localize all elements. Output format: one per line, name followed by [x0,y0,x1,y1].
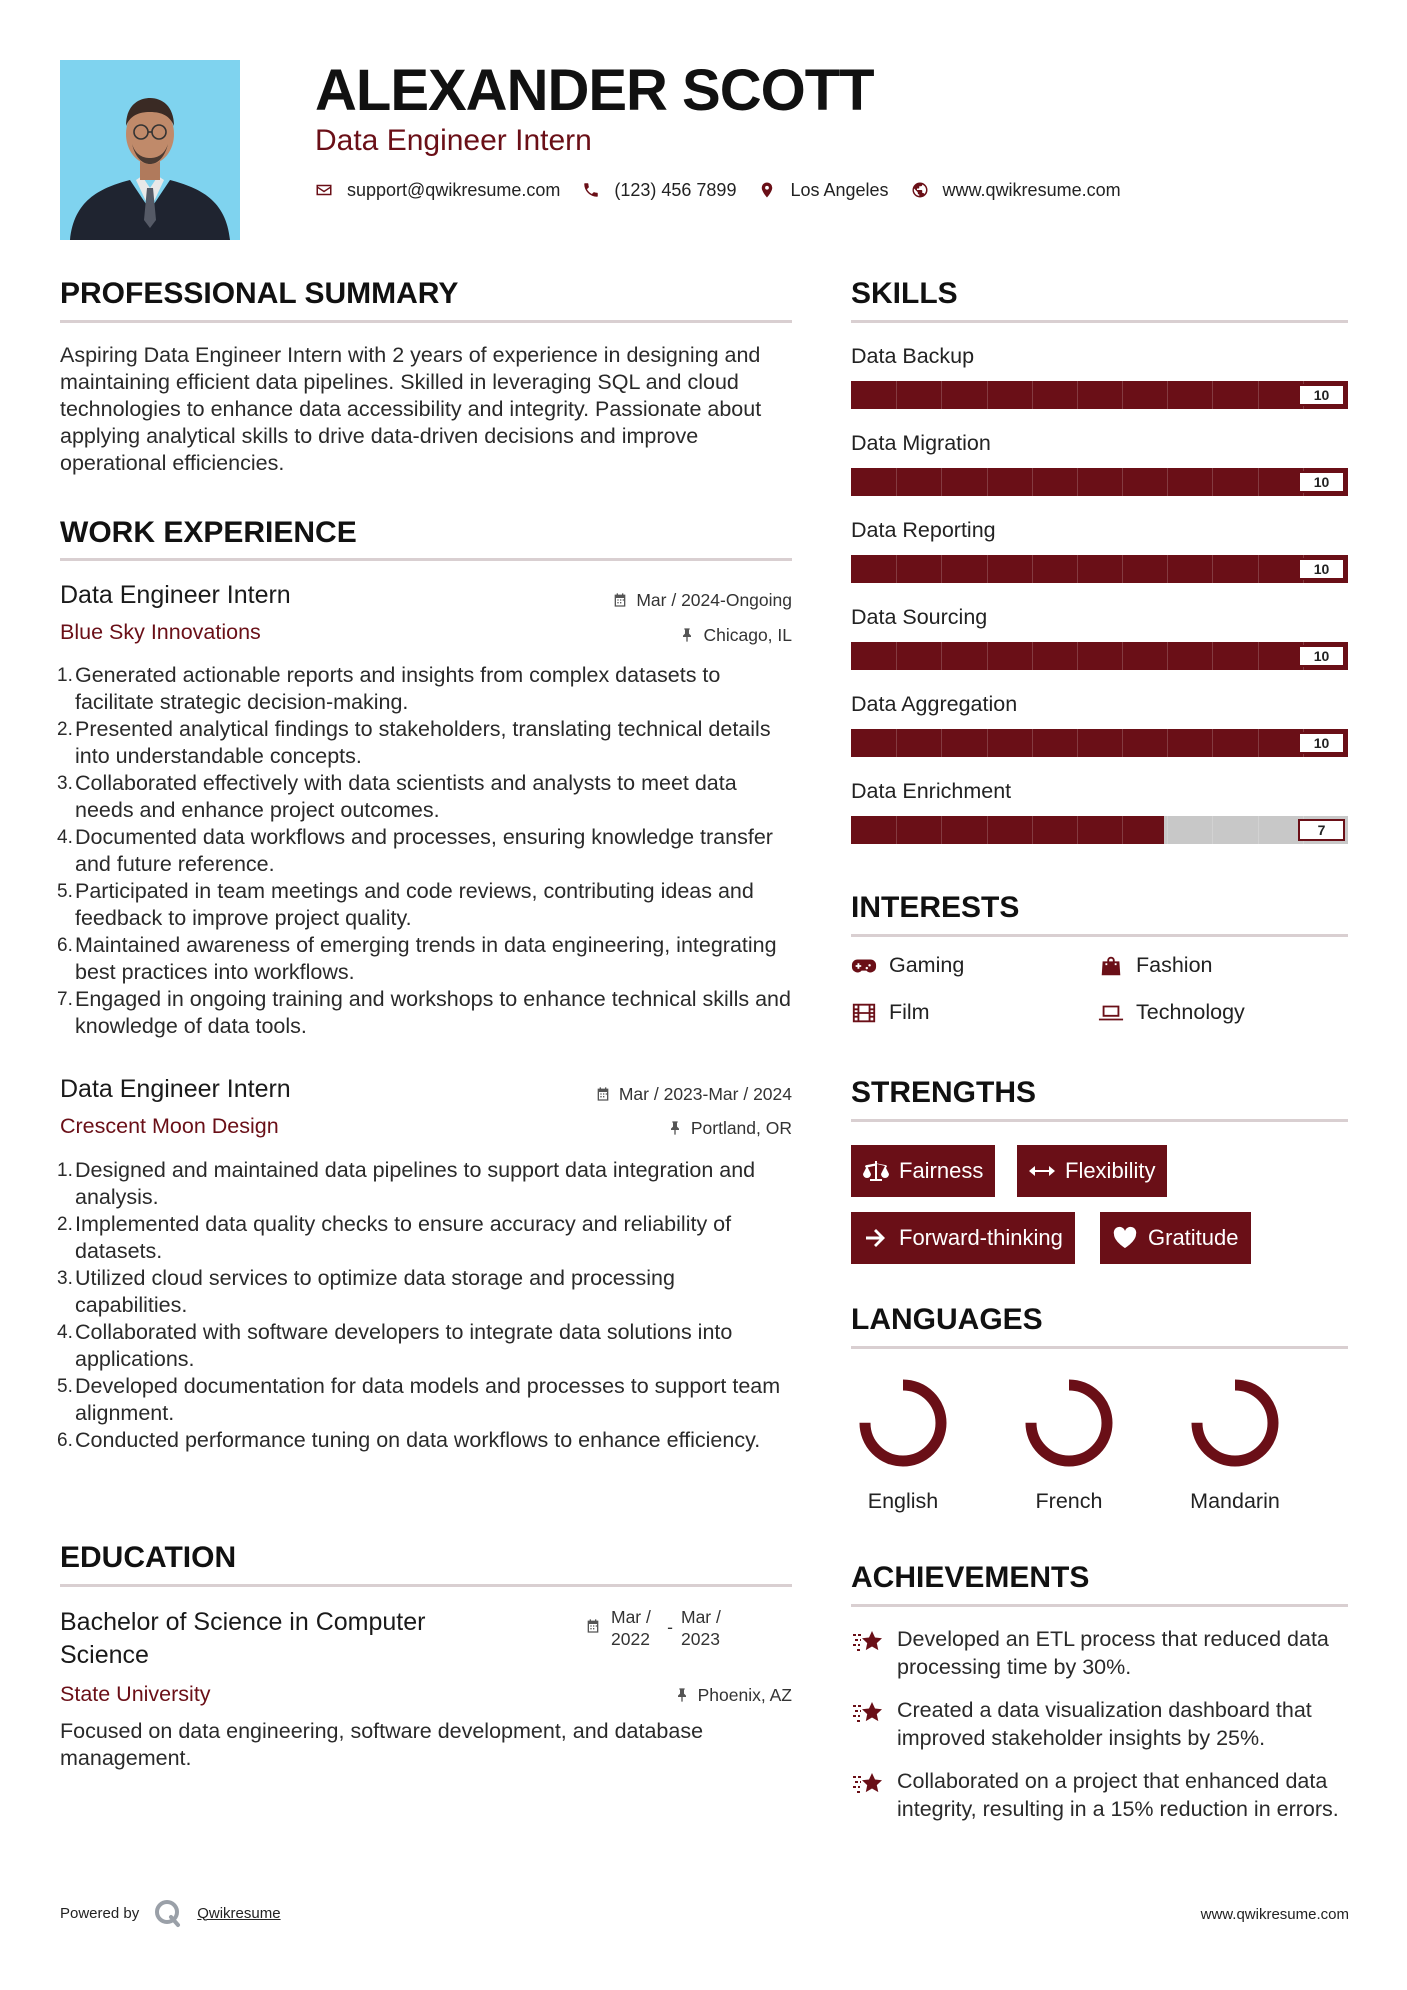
skill-bar [851,468,1348,496]
contact-bar [315,176,1143,204]
location-text: Los Angeles [790,179,889,200]
skill-bar-segment [941,381,942,409]
skill-bar-segment [1077,381,1078,409]
skill-bar [851,816,1348,844]
skill-bar-segment [1167,555,1168,583]
skill-bar-fill [851,381,1348,409]
summary-text: Aspiring Data Engineer Intern with 2 years of experience in designing and maintaining efficient data pipelines. Skilled in leveraging SQL and cloud technologies to enhance data accessibility and integrity. Passionate about applying analytical skills to drive data-driven decisions and improve operational efficiencies. [60,343,762,475]
skill-bar-segment [1212,642,1213,670]
phone-icon [582,181,600,199]
job-location: Portland, OR [667,1117,792,1139]
school-name: State University [60,1682,211,1706]
list-item: 7. Engaged in ongoing training and workshops to enhance technical skills and knowledge of data tools. [57,987,791,1038]
contact-website[interactable] [911,180,1121,201]
profile-photo [60,60,240,240]
job-bullets [57,1157,792,1454]
skill-bar-segment [1032,468,1033,496]
skill-bar-segment [896,816,897,844]
skill-bar-segment [1122,468,1123,496]
language-progress-ring [1180,1368,1290,1478]
languages-heading: LANGUAGES [851,1303,1043,1336]
skill-bar-segment [1032,816,1033,844]
skill-bar-segment [987,468,988,496]
skill-bar-segment [896,729,897,757]
skill-bar [851,381,1348,409]
achievement-item: Developed an ETL process that reduced data processing time by 30%. [851,1625,1356,1681]
skill-bar-fill [851,468,1348,496]
shooting-star-icon [851,1627,885,1657]
strength-tag: Forward-thinking [851,1212,1075,1264]
language-item [1180,1368,1290,1514]
skill-bar-fill [851,816,1164,844]
job-date: Mar / 2024-Ongoing [612,589,792,611]
language-progress-ring [848,1368,958,1478]
skill-bar-segment [1167,816,1168,844]
pushpin-icon [667,1120,683,1136]
skill-bar-segment [1258,642,1259,670]
job-location: Chicago, IL [679,624,792,646]
skill-bar-segment [1122,642,1123,670]
skill-level: 10 [1298,558,1345,580]
skill-bar-segment [987,729,988,757]
summary-rule [60,320,792,323]
skill-level: 10 [1298,384,1345,406]
skill-bar-segment [1212,468,1213,496]
laptop-icon [1098,1002,1124,1024]
contact-email[interactable] [315,180,560,201]
skill-bar-segment [987,642,988,670]
envelope-icon [315,181,333,199]
achievement-item: Collaborated on a project that enhanced data integrity, resulting in a 15% reduction in errors. [851,1767,1356,1823]
skill-bar-segment [1258,468,1259,496]
skill-bar-segment [1167,642,1168,670]
skill-bar-segment [1077,816,1078,844]
language-item [848,1368,958,1514]
arrow-right-icon [863,1226,889,1250]
shooting-star-icon [851,1698,885,1728]
calendar-icon [585,1618,601,1634]
experience-rule [60,558,792,561]
skill-bar-segment [941,468,942,496]
education-location: Phoenix, AZ [674,1684,792,1706]
skill-label: Data Aggregation [851,692,1018,716]
skill-bar-segment [1167,729,1168,757]
skill-bar-segment [1032,381,1033,409]
achievement-item: Created a data visualization dashboard that improved stakeholder insights by 25%. [851,1696,1356,1752]
pushpin-icon [679,627,695,643]
skill-bar-segment [987,816,988,844]
skill-bar [851,642,1348,670]
education-rule [60,1584,792,1587]
skill-label: Data Sourcing [851,605,988,629]
heart-icon [1112,1226,1138,1250]
company-name: Blue Sky Innovations [60,620,261,644]
pushpin-icon [674,1687,690,1703]
job-bullets [57,662,792,1040]
interest-technology: Technology [1098,1000,1245,1025]
strength-tag: Flexibility [1017,1145,1167,1197]
skill-bar-segment [896,555,897,583]
skill-bar-segment [1258,381,1259,409]
strengths-rule [851,1119,1348,1122]
skill-bar-segment [1212,729,1213,757]
list-item: 5. Developed documentation for data models and processes to support team alignment. [57,1374,781,1425]
skill-bar-segment [896,642,897,670]
language-label: English [867,1489,939,1513]
languages-rule [851,1346,1348,1349]
website-text: www.qwikresume.com [942,179,1121,200]
skill-bar-segment [1258,555,1259,583]
skill-bar-segment [1122,816,1123,844]
achievements-rule [851,1604,1348,1607]
list-item: 2. Presented analytical findings to stakeholders, translating technical details into understandable concepts. [57,717,771,768]
list-item: 6. Conducted performance tuning on data workflows to enhance efficiency. [57,1428,761,1452]
job-title: Data Engineer Intern [60,581,291,609]
skill-bar-segment [1258,729,1259,757]
skill-level: 10 [1298,645,1345,667]
skill-bar [851,555,1348,583]
company-name: Crescent Moon Design [60,1114,279,1138]
skill-bar-segment [1077,729,1078,757]
skill-bar-segment [1122,729,1123,757]
skill-bar-segment [987,381,988,409]
skill-label: Data Reporting [851,518,996,542]
skill-bar-segment [1077,468,1078,496]
skill-level: 10 [1298,471,1345,493]
skill-label: Data Backup [851,344,975,368]
skills-rule [851,320,1348,323]
education-date: Mar / 2022 - Mar / 2023 [585,1606,729,1650]
skill-bar-segment [941,642,942,670]
language-label: French [1035,1489,1103,1513]
language-item [1014,1368,1124,1514]
skill-bar-segment [1032,642,1033,670]
globe-icon [911,181,929,199]
strength-tag: Fairness [851,1145,995,1197]
skill-bar-segment [896,468,897,496]
skill-bar-segment [941,555,942,583]
strength-tag: Gratitude [1100,1212,1251,1264]
skill-bar-fill [851,555,1348,583]
list-item: 3. Collaborated effectively with data scientists and analysts to meet data needs and enhance project outcomes. [57,771,737,822]
education-text: Focused on data engineering, software development, and database management. [60,1719,704,1770]
skill-bar-fill [851,729,1348,757]
achievements-heading: ACHIEVEMENTS [851,1561,1090,1594]
footer-url[interactable]: www.qwikresume.com [1200,1906,1349,1923]
interest-fashion: Fashion [1098,953,1213,978]
skill-level: 7 [1298,819,1345,841]
skill-bar-segment [941,729,942,757]
skill-bar-segment [1258,816,1259,844]
list-item: 1. Generated actionable reports and insights from complex datasets to facilitate strategic decision-making. [57,663,721,714]
contact-phone[interactable] [582,180,736,201]
person-portrait-icon [60,60,240,240]
strengths-heading: STRENGTHS [851,1076,1037,1109]
skill-bar [851,729,1348,757]
list-item: 4. Collaborated with software developers to integrate data solutions into applications. [57,1320,733,1371]
interests-heading: INTERESTS [851,891,1020,924]
list-item: 5. Participated in team meetings and code reviews, contributing ideas and feedback to improve project quality. [57,879,754,930]
skill-bar-segment [1032,729,1033,757]
qwikresume-logo-icon [153,1898,183,1928]
skill-bar-segment [1077,642,1078,670]
list-item: 4. Documented data workflows and processes, ensuring knowledge transfer and future reference. [57,825,773,876]
degree-title: Bachelor of Science in Computer Science [60,1608,426,1669]
skill-level: 10 [1298,732,1345,754]
job-date: Mar / 2023-Mar / 2024 [595,1083,792,1105]
skill-bar-segment [1212,816,1213,844]
contact-location [758,180,888,201]
summary-heading: PROFESSIONAL SUMMARY [60,277,459,310]
language-label: Mandarin [1190,1489,1280,1513]
skill-bar-segment [1212,381,1213,409]
skills-heading: SKILLS [851,277,958,310]
skill-bar-segment [1032,555,1033,583]
calendar-icon [612,592,628,608]
experience-heading: WORK EXPERIENCE [60,516,357,549]
shopping-bag-icon [1098,955,1124,977]
skill-bar-fill [851,642,1348,670]
gamepad-icon [851,955,877,977]
email-text: support@qwikresume.com [347,179,561,200]
education-heading: EDUCATION [60,1541,237,1574]
skill-bar-segment [941,816,942,844]
phone-text: (123) 456 7899 [614,179,737,200]
film-icon [851,1002,877,1024]
calendar-icon [595,1086,611,1102]
map-pin-icon [758,181,776,199]
list-item: 3. Utilized cloud services to optimize data storage and processing capabilities. [57,1266,675,1317]
skill-bar-segment [987,555,988,583]
candidate-name: ALEXANDER SCOTT [315,58,874,123]
skill-bar-segment [1122,381,1123,409]
skill-label: Data Migration [851,431,991,455]
job-title: Data Engineer Intern [60,1075,291,1103]
interests-rule [851,934,1348,937]
list-item: 6. Maintained awareness of emerging trends in data engineering, integrating best practices into workflows. [57,933,777,984]
skill-bar-segment [1167,381,1168,409]
footer-powered-by: Powered by Qwikresume [60,1898,281,1928]
arrows-horizontal-icon [1029,1159,1055,1183]
skill-bar-segment [1167,468,1168,496]
brand-link[interactable]: Qwikresume [197,1904,281,1922]
balance-scale-icon [863,1159,889,1183]
shooting-star-icon [851,1769,885,1799]
skill-bar-segment [1077,555,1078,583]
interest-film: Film [851,1000,930,1025]
skill-label: Data Enrichment [851,779,1012,803]
list-item: 1. Designed and maintained data pipelines to support data integration and analysis. [57,1158,756,1209]
candidate-role: Data Engineer Intern [315,124,592,157]
list-item: 2. Implemented data quality checks to ensure accuracy and reliability of datasets. [57,1212,732,1263]
skill-bar-segment [896,381,897,409]
skill-bar-segment [1212,555,1213,583]
skill-bar-segment [1122,555,1123,583]
interest-gaming: Gaming [851,953,964,978]
language-progress-ring [1014,1368,1124,1478]
